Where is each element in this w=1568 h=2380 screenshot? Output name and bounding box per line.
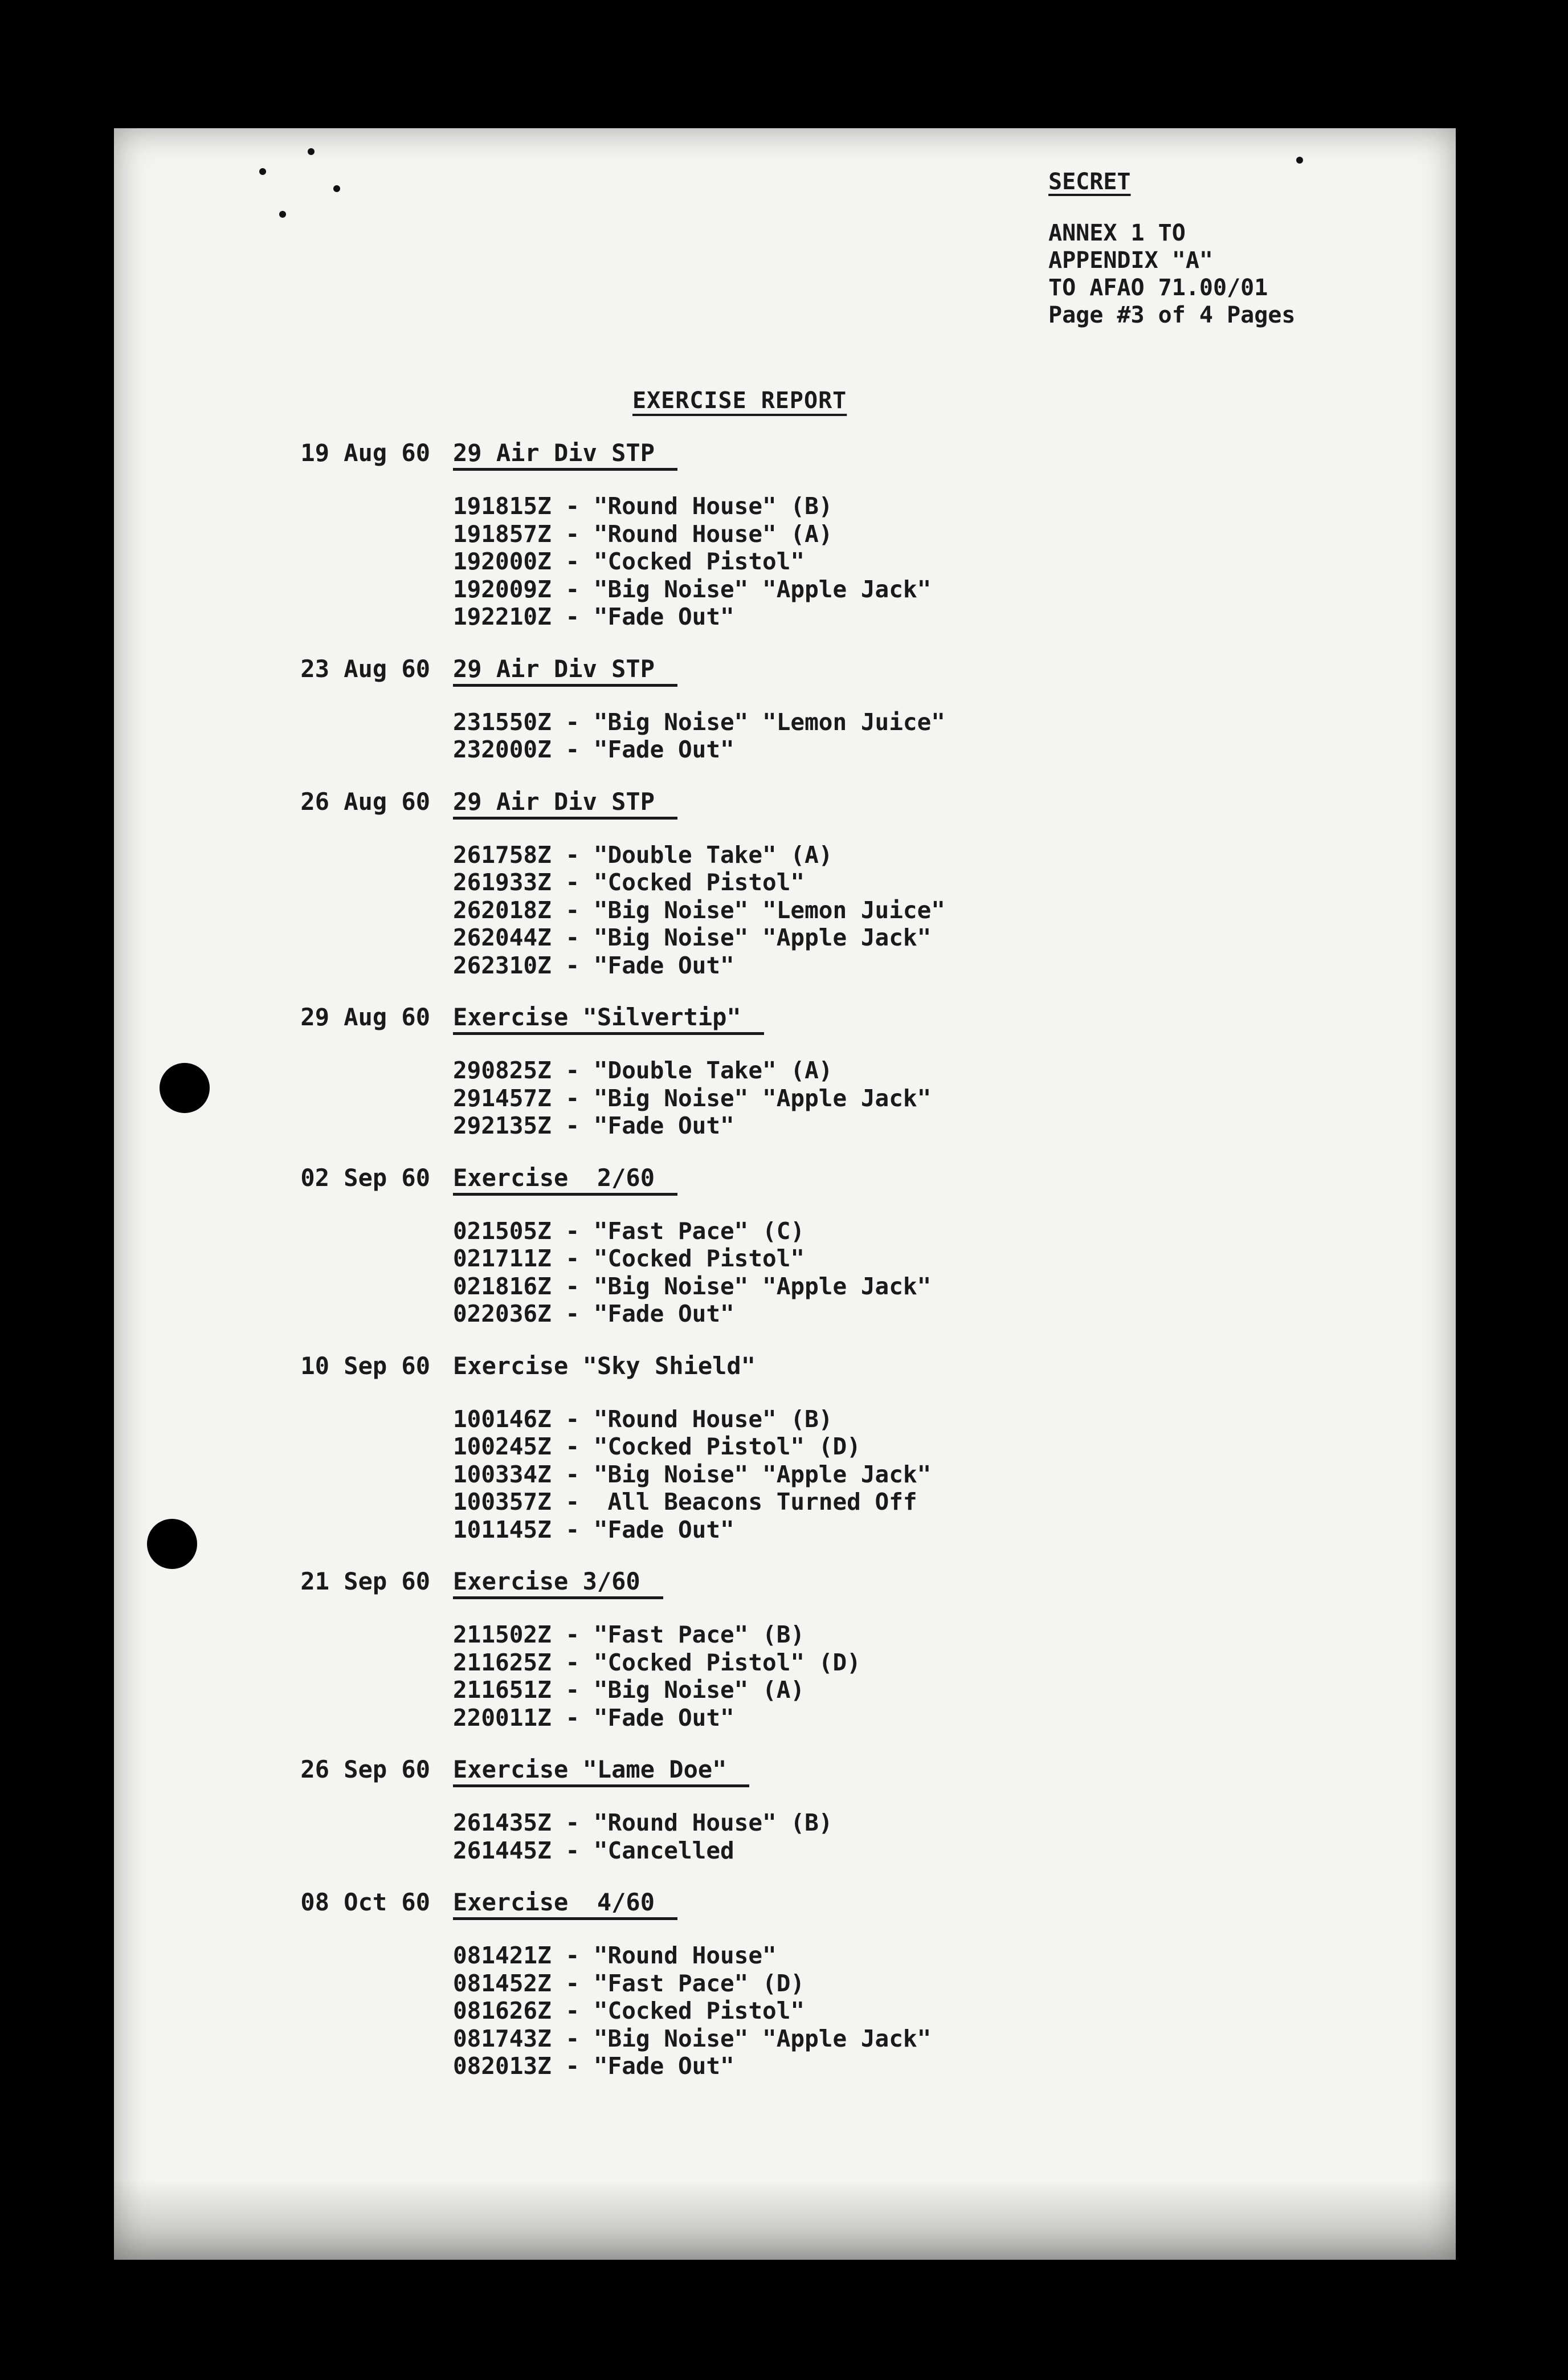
log-line: 081421Z - "Round House" [453,1942,777,1969]
entry-date: 21 Sep 60 [300,1567,430,1595]
log-line: 292135Z - "Fade Out" [453,1112,734,1139]
log-line: 081743Z - "Big Noise" "Apple Jack" [453,2024,932,2052]
log-line: 100334Z - "Big Noise" "Apple Jack" [453,1460,932,1488]
log-line: 211651Z - "Big Noise" (A) [453,1676,805,1704]
log-line: 100146Z - "Round House" (B) [453,1405,833,1433]
log-line: 261933Z - "Cocked Pistol" [453,869,805,896]
entry-title: Exercise "Lame Doe" [453,1755,749,1787]
log-line: 101145Z - "Fade Out" [453,1515,734,1543]
annex-line: TO AFAO 71.00/01 [1048,275,1268,301]
entry-date: 02 Sep 60 [300,1163,430,1192]
annex-line: ANNEX 1 TO [1048,220,1186,246]
log-line: 191857Z - "Round House" (A) [453,520,833,548]
log-line: 191815Z - "Round House" (B) [453,492,833,520]
log-line: 211625Z - "Cocked Pistol" (D) [453,1648,861,1676]
entry-date: 10 Sep 60 [300,1351,430,1380]
log-line: 100357Z - All Beacons Turned Off [453,1488,917,1515]
speck [279,211,286,218]
log-line: 291457Z - "Big Noise" "Apple Jack" [453,1084,932,1112]
entry-header [279,1888,1305,1920]
log-line: 261758Z - "Double Take" (A) [453,841,833,869]
entry-date: 19 Aug 60 [300,439,430,467]
exercise-entry [279,1003,1305,1140]
entry-title: 29 Air Div STP [453,788,677,820]
entry-date: 08 Oct 60 [300,1888,430,1916]
entry-title: Exercise 3/60 [453,1567,663,1599]
exercise-entry [279,1755,1305,1864]
entry-date: 29 Aug 60 [300,1003,430,1031]
exercise-entries [279,439,1305,2104]
log-line: 262044Z - "Big Noise" "Apple Jack" [453,924,932,951]
log-line: 021711Z - "Cocked Pistol" [453,1245,805,1272]
entry-title: Exercise "Sky Shield" [453,1351,756,1380]
entry-log-lines [453,1809,1305,1864]
classification-header [1048,168,1295,329]
classification-label: SECRET [1048,169,1131,195]
speck [259,168,266,175]
log-line: 021505Z - "Fast Pace" (C) [453,1217,805,1245]
exercise-entry [279,788,1305,980]
entry-title: 29 Air Div STP [453,655,677,687]
log-line: 081452Z - "Fast Pace" (D) [453,1969,805,1997]
entry-log-lines [453,1405,1305,1544]
log-line: 211502Z - "Fast Pace" (B) [453,1621,805,1648]
entry-title: 29 Air Div STP [453,439,677,471]
entry-header [279,439,1305,471]
punch-hole-lower [147,1519,197,1569]
entry-log-lines [453,492,1305,631]
log-line: 192210Z - "Fade Out" [453,603,734,630]
page-number-line: Page #3 of 4 Pages [1048,302,1296,328]
annex-reference [1048,219,1295,329]
log-line: 262018Z - "Big Noise" "Lemon Juice" [453,896,945,924]
log-line: 100245Z - "Cocked Pistol" (D) [453,1433,861,1460]
report-title: EXERCISE REPORT [632,388,847,414]
speck [333,185,340,192]
log-line: 022036Z - "Fade Out" [453,1300,734,1327]
log-line: 231550Z - "Big Noise" "Lemon Juice" [453,708,945,736]
log-line: 021816Z - "Big Noise" "Apple Jack" [453,1272,932,1300]
document-page [114,128,1456,2260]
log-line: 082013Z - "Fade Out" [453,2052,734,2080]
entry-title: Exercise 2/60 [453,1164,677,1196]
log-line: 261435Z - "Round House" (B) [453,1809,833,1836]
log-line: 220011Z - "Fade Out" [453,1704,734,1731]
entry-header [279,788,1305,820]
entry-log-lines [453,1057,1305,1140]
entry-date: 26 Aug 60 [300,787,430,816]
log-line: 290825Z - "Double Take" (A) [453,1057,833,1084]
exercise-entry [279,655,1305,764]
exercise-entry [279,439,1305,631]
entry-log-lines [453,1621,1305,1731]
entry-log-lines [453,1942,1305,2080]
exercise-entry [279,1352,1305,1544]
entry-header [279,1003,1305,1035]
log-line: 262310Z - "Fade Out" [453,951,734,979]
annex-line: APPENDIX "A" [1048,247,1213,274]
speck [308,148,315,155]
entry-title: Exercise "Silvertip" [453,1003,764,1035]
entry-log-lines [453,841,1305,980]
entry-header [279,1352,1305,1384]
punch-hole-upper [160,1063,210,1113]
exercise-entry [279,1164,1305,1328]
entry-header [279,1755,1305,1787]
entry-log-lines [453,1217,1305,1328]
log-line: 081626Z - "Cocked Pistol" [453,1997,805,2024]
log-line: 232000Z - "Fade Out" [453,736,734,763]
log-line: 261445Z - "Cancelled [453,1836,734,1864]
log-line: 192000Z - "Cocked Pistol" [453,548,805,575]
exercise-entry [279,1888,1305,2080]
entry-header [279,1164,1305,1196]
entry-date: 23 Aug 60 [300,654,430,683]
entry-header [279,1567,1305,1599]
entry-date: 26 Sep 60 [300,1755,430,1783]
exercise-entry [279,1567,1305,1731]
entry-header [279,655,1305,687]
speck [1296,157,1303,164]
entry-title: Exercise 4/60 [453,1888,677,1920]
entry-log-lines [453,708,1305,764]
log-line: 192009Z - "Big Noise" "Apple Jack" [453,575,932,603]
